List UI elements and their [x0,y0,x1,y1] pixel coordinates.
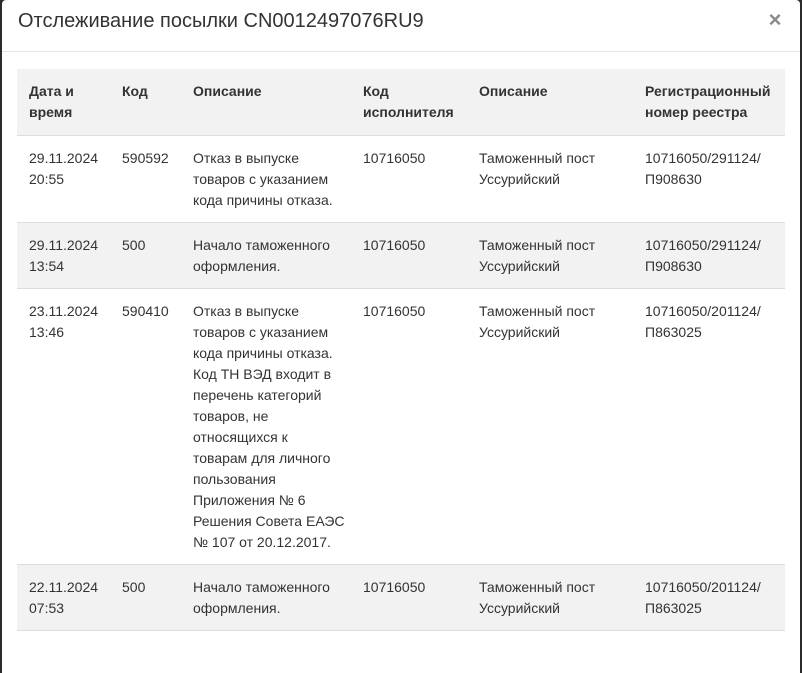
cell-datetime: 29.11.2024 13:54 [17,223,110,289]
table-row [17,136,785,223]
cell-datetime: 29.11.2024 20:55 [17,136,110,223]
modal-body [17,69,785,631]
tracking-modal [2,0,800,673]
cell-registry-number: 10716050/291124/П908630 [633,136,785,223]
modal-header [2,0,800,52]
cell-description: Отказ в выпуске товаров с указанием кода причины отказа. [181,136,351,223]
cell-description: Начало таможенного оформления. [181,565,351,631]
cell-code: 500 [110,223,181,289]
cell-code: 500 [110,565,181,631]
cell-registry-number: 10716050/291124/П908630 [633,223,785,289]
modal-title: Отслеживание посылки CN0012497076RU9 [18,10,424,32]
header-registry-number: Регистрационный номер реестра [633,69,785,136]
cell-executor-code: 10716050 [351,565,467,631]
table-row [17,565,785,631]
cell-executor-description: Таможенный пост Уссурийский [467,289,633,565]
cell-code: 590592 [110,136,181,223]
cell-executor-code: 10716050 [351,223,467,289]
close-button[interactable]: × [768,7,782,32]
table-row [17,289,785,565]
cell-executor-code: 10716050 [351,136,467,223]
table-row [17,223,785,289]
cell-datetime: 22.11.2024 07:53 [17,565,110,631]
cell-registry-number: 10716050/201124/П863025 [633,289,785,565]
cell-executor-description: Таможенный пост Уссурийский [467,136,633,223]
header-code: Код [110,69,181,136]
cell-executor-description: Таможенный пост Уссурийский [467,565,633,631]
cell-registry-number: 10716050/201124/П863025 [633,565,785,631]
cell-datetime: 23.11.2024 13:46 [17,289,110,565]
cell-executor-code: 10716050 [351,289,467,565]
cell-description: Начало таможенного оформления. [181,223,351,289]
header-description: Описание [181,69,351,136]
header-executor-description: Описание [467,69,633,136]
header-datetime: Дата и время [17,69,110,136]
cell-executor-description: Таможенный пост Уссурийский [467,223,633,289]
header-executor-code: Код исполнителя [351,69,467,136]
cell-description: Отказ в выпуске товаров с указанием кода причины отказа. Код ТН ВЭД входит в перечень категорий товаров, не относящихся к товарам для личного пользования Приложения № 6 Решения Совета ЕАЭС № 107 от 20.12.2017. [181,289,351,565]
table-header-row [17,69,785,136]
tracking-table [17,69,785,631]
cell-code: 590410 [110,289,181,565]
